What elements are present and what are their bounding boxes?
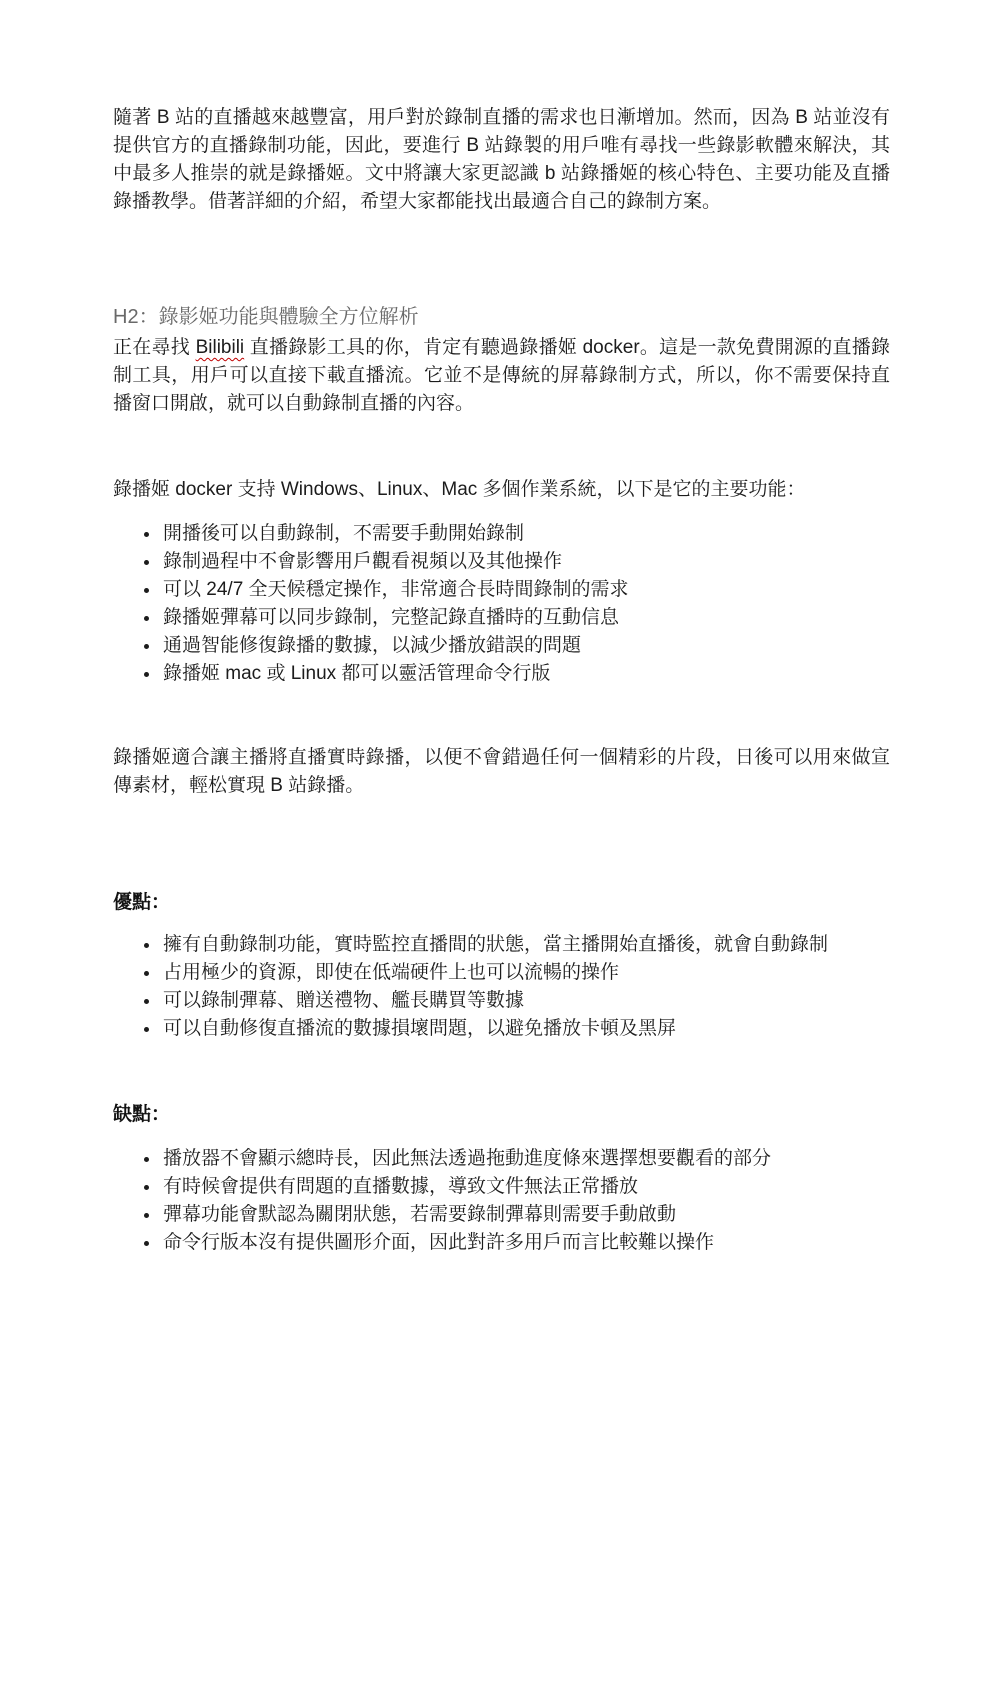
cons-item: • 播放器不會顯示總時長，因此無法透過拖動進度條來選擇想要觀看的部分 <box>161 1145 890 1173</box>
pros-item: • 占用極少的資源，即使在低端硬件上也可以流暢的操作 <box>161 959 890 987</box>
cons-item: • 命令行版本沒有提供圖形介面，因此對許多用戶而言比較難以操作 <box>161 1229 890 1257</box>
feature-item: • 通過智能修復錄播的數據，以減少播放錯誤的問題 <box>161 632 890 660</box>
feature-item: • 錄播姬 mac 或 Linux 都可以靈活管理命令行版 <box>161 660 890 688</box>
tool-intro-text-before: 正在尋找 <box>113 337 196 358</box>
feature-item: • 可以 24/7 全天候穩定操作，非常適合長時間錄制的需求 <box>161 576 890 604</box>
cons-list <box>113 1145 890 1257</box>
feature-item: • 錄播姬彈幕可以同步錄制，完整記錄直播時的互動信息 <box>161 604 890 632</box>
features-list <box>113 520 890 688</box>
feature-item: • 錄制過程中不會影響用戶觀看視頻以及其他操作 <box>161 548 890 576</box>
pros-item: • 可以錄制彈幕、贈送禮物、艦長購買等數據 <box>161 987 890 1015</box>
tool-intro-text-after: 直播錄影工具的你，肯定有聽過錄播姬 docker。這是一款免費開源的直播錄制工具，用戶可以直接下載直播流。它並不是傳統的屏幕錄制方式，所以，你不需要保持直播窗口開啟，就可以自動錄制直播的內容。 <box>113 337 891 414</box>
intro-paragraph: 隨著 B 站的直播越來越豐富，用戶對於錄制直播的需求也日漸增加。然而，因為 B 站並沒有提供官方的直播錄制功能，因此，要進行 B 站錄製的用戶唯有尋找一些錄影軟體來解決，其中最多人推崇的就是錄播姬。文中將讓大家更認識 b 站錄播姬的核心特色、主要功能及直播錄播教學。借著詳細的介紹，希望大家都能找出最適合自己的錄制方案。 <box>113 107 890 212</box>
os-support-paragraph: 錄播姬 docker 支持 Windows、Linux、Mac 多個作業系統，以下是它的主要功能： <box>113 479 806 500</box>
feature-item: • 開播後可以自動錄制，不需要手動開始錄制 <box>161 520 890 548</box>
cons-item: • 有時候會提供有問題的直播數據，導致文件無法正常播放 <box>161 1173 890 1201</box>
summary-paragraph: 錄播姬適合讓主播將直播實時錄播，以便不會錯過任何一個精彩的片段，日後可以用來做宣傳素材，輕松實現 B 站錄播。 <box>113 747 890 796</box>
pros-item: • 可以自動修復直播流的數據損壞問題，以避免播放卡頓及黑屏 <box>161 1015 890 1043</box>
pros-list <box>113 931 890 1043</box>
tool-intro-paragraph <box>113 334 890 418</box>
h2-heading: H2：錄影姬功能與體驗全方位解析 <box>113 306 419 328</box>
pros-heading: 優點： <box>113 892 171 913</box>
pros-item: • 擁有自動錄制功能，實時監控直播間的狀態，當主播開始直播後，就會自動錄制 <box>161 931 890 959</box>
cons-item: • 彈幕功能會默認為關閉狀態，若需要錄制彈幕則需要手動啟動 <box>161 1201 890 1229</box>
cons-heading: 缺點： <box>113 1104 171 1125</box>
misspelled-word: Bilibili <box>195 337 245 358</box>
